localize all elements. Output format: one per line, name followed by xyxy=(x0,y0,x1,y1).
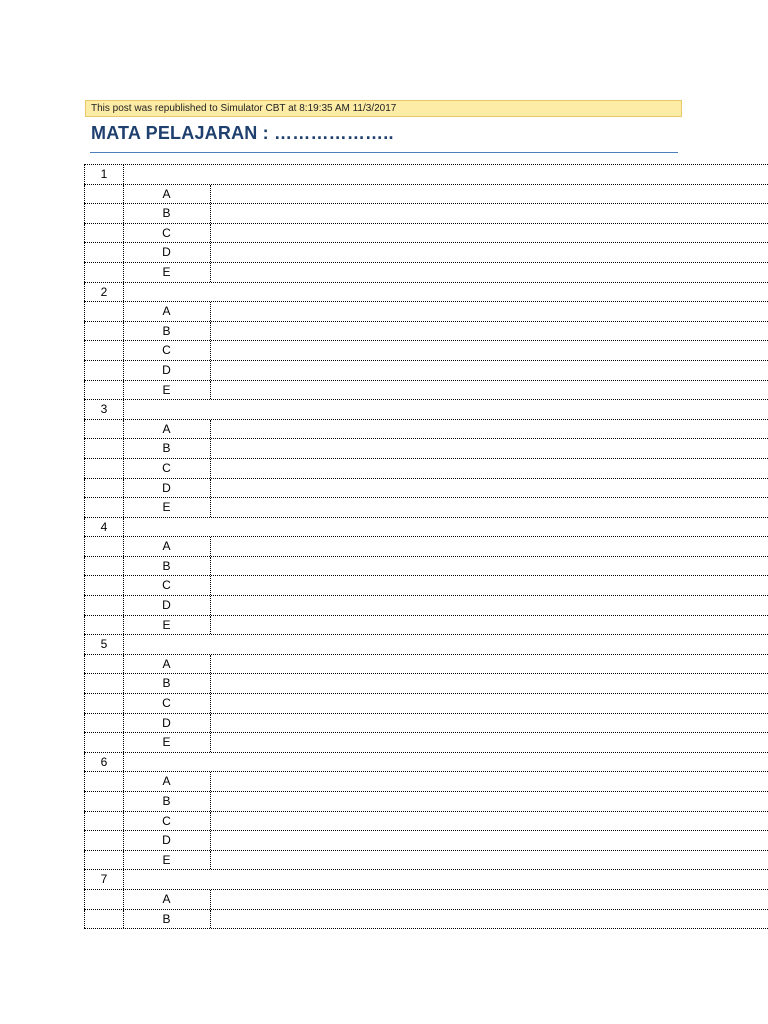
option-blank-cell xyxy=(84,341,124,360)
option-row xyxy=(84,831,768,851)
question-text-cell[interactable] xyxy=(123,165,210,184)
option-text-cell[interactable] xyxy=(211,616,768,635)
republish-banner: This post was republished to Simulator CBT at 8:19:35 AM 11/3/2017 xyxy=(85,100,682,117)
option-row xyxy=(84,851,768,871)
option-text-cell[interactable] xyxy=(211,537,768,556)
option-letter: A xyxy=(123,537,211,556)
option-letter: E xyxy=(123,498,211,517)
option-letter: D xyxy=(123,714,211,733)
option-row xyxy=(84,243,768,263)
option-row xyxy=(84,694,768,714)
question-text-cell[interactable] xyxy=(123,283,210,302)
option-letter: C xyxy=(123,459,211,478)
option-letter: D xyxy=(123,479,211,498)
question-row xyxy=(84,400,768,420)
option-row xyxy=(84,420,768,440)
option-row xyxy=(84,185,768,205)
option-text-cell[interactable] xyxy=(211,733,768,752)
question-text-cell[interactable] xyxy=(123,635,210,654)
option-row xyxy=(84,910,768,930)
option-row xyxy=(84,576,768,596)
option-letter: E xyxy=(123,381,211,400)
option-row xyxy=(84,733,768,753)
option-blank-cell xyxy=(84,263,124,282)
option-blank-cell xyxy=(84,674,124,693)
option-letter: B xyxy=(123,322,211,341)
option-text-cell[interactable] xyxy=(211,772,768,791)
option-row xyxy=(84,557,768,577)
option-blank-cell xyxy=(84,714,124,733)
option-row xyxy=(84,498,768,518)
option-letter: A xyxy=(123,302,211,321)
option-row xyxy=(84,714,768,734)
option-blank-cell xyxy=(84,596,124,615)
option-row xyxy=(84,204,768,224)
option-text-cell[interactable] xyxy=(211,361,768,380)
option-text-cell[interactable] xyxy=(211,557,768,576)
option-text-cell[interactable] xyxy=(211,302,768,321)
option-row xyxy=(84,479,768,499)
option-blank-cell xyxy=(84,479,124,498)
question-text-cell[interactable] xyxy=(123,870,210,889)
option-blank-cell xyxy=(84,851,124,870)
question-text-cell[interactable] xyxy=(123,400,210,419)
option-blank-cell xyxy=(84,204,124,223)
option-letter: B xyxy=(123,910,211,929)
option-blank-cell xyxy=(84,694,124,713)
question-table xyxy=(84,164,768,929)
option-blank-cell xyxy=(84,733,124,752)
option-row xyxy=(84,302,768,322)
option-letter: C xyxy=(123,576,211,595)
option-row xyxy=(84,537,768,557)
option-text-cell[interactable] xyxy=(211,224,768,243)
question-text-cell-ext[interactable] xyxy=(211,165,768,184)
option-letter: D xyxy=(123,596,211,615)
option-text-cell[interactable] xyxy=(211,792,768,811)
option-blank-cell xyxy=(84,498,124,517)
option-blank-cell xyxy=(84,361,124,380)
question-number: 6 xyxy=(84,753,124,772)
option-letter: B xyxy=(123,792,211,811)
option-row xyxy=(84,381,768,401)
option-letter: E xyxy=(123,851,211,870)
option-text-cell[interactable] xyxy=(211,890,768,909)
option-text-cell[interactable] xyxy=(211,851,768,870)
option-text-cell[interactable] xyxy=(211,204,768,223)
option-row xyxy=(84,596,768,616)
option-letter: B xyxy=(123,674,211,693)
option-letter: A xyxy=(123,772,211,791)
option-letter: A xyxy=(123,890,211,909)
option-letter: D xyxy=(123,361,211,380)
option-row xyxy=(84,812,768,832)
option-text-cell[interactable] xyxy=(211,655,768,674)
option-text-cell[interactable] xyxy=(211,694,768,713)
option-blank-cell xyxy=(84,322,124,341)
option-blank-cell xyxy=(84,557,124,576)
option-text-cell[interactable] xyxy=(211,812,768,831)
title-underline xyxy=(90,152,678,153)
option-text-cell[interactable] xyxy=(211,322,768,341)
option-blank-cell xyxy=(84,772,124,791)
option-blank-cell xyxy=(84,185,124,204)
question-text-cell[interactable] xyxy=(123,753,210,772)
option-blank-cell xyxy=(84,537,124,556)
option-letter: B xyxy=(123,557,211,576)
option-text-cell[interactable] xyxy=(211,439,768,458)
question-number: 4 xyxy=(84,518,124,537)
option-blank-cell xyxy=(84,812,124,831)
option-text-cell[interactable] xyxy=(211,910,768,929)
option-letter: A xyxy=(123,185,211,204)
option-text-cell[interactable] xyxy=(211,674,768,693)
option-row xyxy=(84,655,768,675)
option-row xyxy=(84,439,768,459)
option-letter: B xyxy=(123,439,211,458)
option-blank-cell xyxy=(84,420,124,439)
option-row xyxy=(84,341,768,361)
question-number: 7 xyxy=(84,870,124,889)
option-row xyxy=(84,772,768,792)
question-text-cell-ext[interactable] xyxy=(211,635,768,654)
option-row xyxy=(84,890,768,910)
option-blank-cell xyxy=(84,655,124,674)
question-number: 3 xyxy=(84,400,124,419)
option-text-cell[interactable] xyxy=(211,185,768,204)
option-letter: C xyxy=(123,224,211,243)
question-row xyxy=(84,635,768,655)
option-blank-cell xyxy=(84,576,124,595)
question-text-cell-ext[interactable] xyxy=(211,753,768,772)
question-row xyxy=(84,753,768,773)
question-row xyxy=(84,518,768,538)
option-letter: E xyxy=(123,263,211,282)
option-text-cell[interactable] xyxy=(211,714,768,733)
option-row xyxy=(84,459,768,479)
option-text-cell[interactable] xyxy=(211,831,768,850)
option-letter: E xyxy=(123,616,211,635)
option-text-cell[interactable] xyxy=(211,381,768,400)
option-blank-cell xyxy=(84,910,124,929)
option-text-cell[interactable] xyxy=(211,420,768,439)
question-text-cell-ext[interactable] xyxy=(211,283,768,302)
question-row xyxy=(84,165,768,185)
option-letter: A xyxy=(123,655,211,674)
question-number: 1 xyxy=(84,165,124,184)
option-blank-cell xyxy=(84,243,124,262)
option-letter: D xyxy=(123,243,211,262)
option-text-cell[interactable] xyxy=(211,576,768,595)
option-text-cell[interactable] xyxy=(211,459,768,478)
option-blank-cell xyxy=(84,890,124,909)
option-text-cell[interactable] xyxy=(211,596,768,615)
option-blank-cell xyxy=(84,459,124,478)
option-row xyxy=(84,674,768,694)
option-letter: C xyxy=(123,694,211,713)
option-letter: D xyxy=(123,831,211,850)
option-text-cell[interactable] xyxy=(211,479,768,498)
option-row xyxy=(84,792,768,812)
option-row xyxy=(84,224,768,244)
question-row xyxy=(84,283,768,303)
option-text-cell[interactable] xyxy=(211,243,768,262)
option-blank-cell xyxy=(84,381,124,400)
option-row xyxy=(84,361,768,381)
question-text-cell-ext[interactable] xyxy=(211,870,768,889)
question-text-cell-ext[interactable] xyxy=(211,518,768,537)
option-letter: A xyxy=(123,420,211,439)
question-text-cell[interactable] xyxy=(123,518,210,537)
question-text-cell-ext[interactable] xyxy=(211,400,768,419)
page-title: MATA PELAJARAN : ……………….. xyxy=(91,123,394,143)
option-letter: E xyxy=(123,733,211,752)
option-blank-cell xyxy=(84,302,124,321)
option-row xyxy=(84,263,768,283)
option-blank-cell xyxy=(84,831,124,850)
option-blank-cell xyxy=(84,792,124,811)
question-row xyxy=(84,870,768,890)
option-text-cell[interactable] xyxy=(211,498,768,517)
option-text-cell[interactable] xyxy=(211,341,768,360)
option-letter: C xyxy=(123,812,211,831)
option-row xyxy=(84,616,768,636)
option-letter: C xyxy=(123,341,211,360)
option-text-cell[interactable] xyxy=(211,263,768,282)
option-row xyxy=(84,322,768,342)
question-number: 2 xyxy=(84,283,124,302)
option-letter: B xyxy=(123,204,211,223)
option-blank-cell xyxy=(84,439,124,458)
option-blank-cell xyxy=(84,616,124,635)
question-number: 5 xyxy=(84,635,124,654)
option-blank-cell xyxy=(84,224,124,243)
